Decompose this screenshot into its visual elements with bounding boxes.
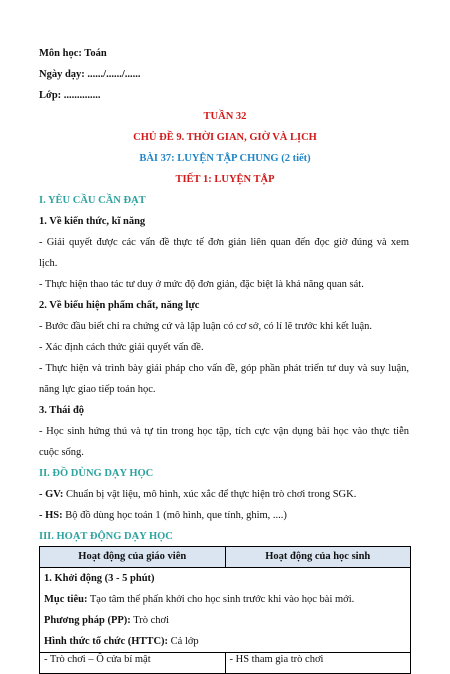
subject-line: Môn học: Toán — [39, 48, 107, 59]
method-label: Phương pháp (PP): — [44, 615, 131, 626]
competency-item-3: - Thực hiện và trình bày giải pháp cho vấn đề, góp phần phát triển tư duy và suy luận, — [39, 363, 409, 374]
attitude-item: - Học sinh hứng thú và tự tin trong học tập, tích cực vận dụng bài học vào thực tiễn — [39, 426, 409, 437]
method-text: Trò chơi — [130, 615, 170, 626]
period-title: TIẾT 1: LUYỆN TẬP — [175, 174, 275, 185]
section1-heading: I. YÊU CẦU CẦN ĐẠT — [39, 195, 146, 206]
teacher-materials — [39, 488, 356, 502]
form-line — [44, 631, 406, 652]
warmup-cell — [40, 568, 411, 653]
goal-line — [44, 589, 406, 610]
goal-label: Mục tiêu: — [44, 594, 88, 605]
student-materials — [39, 509, 287, 523]
student-materials-text: Bộ đồ dùng học toán 1 (mô hình, que tính, ghim, ....) — [62, 510, 287, 521]
competency-subheading: 2. Về biểu hiện phẩm chất, năng lực — [39, 300, 200, 311]
section2-heading: II. ĐỒ DÙNG DẠY HỌC — [39, 468, 154, 479]
competency-item-2: - Xác định cách thức giải quyết vấn đề. — [39, 342, 204, 353]
week-title: TUẦN 32 — [203, 111, 247, 122]
teacher-activity: - Trò chơi – Ô cửa bí mật — [40, 653, 226, 674]
student-label: - HS: — [39, 510, 63, 521]
section3-heading: III. HOẠT ĐỘNG DẠY HỌC — [39, 531, 173, 542]
topic-title: CHỦ ĐỀ 9. THỜI GIAN, GIỜ VÀ LỊCH — [133, 132, 317, 143]
competency-item-1: - Bước đầu biết chỉ ra chứng cứ và lập luận có cơ sở, có lí lẽ trước khi kết luận. — [39, 321, 373, 332]
teacher-label: - GV: — [39, 489, 64, 500]
teacher-column-header: Hoạt động của giáo viên — [40, 547, 226, 568]
knowledge-item-1: - Giải quyết được các vấn đề thực tế đơn giản liên quan đến đọc giờ đúng và xem — [39, 237, 409, 248]
competency-item-3-cont: năng lực giao tiếp toán học. — [39, 384, 156, 395]
student-column-header: Hoạt động của học sinh — [225, 547, 411, 568]
warmup-title: 1. Khởi động (3 - 5 phút) — [44, 573, 155, 584]
attitude-item-cont: cuộc sống. — [39, 447, 84, 458]
method-line — [44, 610, 406, 631]
grade-line: Lớp: .............. — [39, 90, 101, 101]
teacher-materials-text: Chuẩn bị vật liệu, mô hình, xúc xắc để thực hiện trò chơi trong SGK. — [63, 489, 357, 500]
date-line: Ngày dạy: ....../....../...... — [39, 69, 141, 80]
goal-text: Tạo tâm thế phấn khởi cho học sinh trước khi vào học bài mới. — [87, 594, 355, 605]
lesson-title: BÀI 37: LUYỆN TẬP CHUNG (2 tiết) — [139, 153, 311, 164]
activity-table — [39, 546, 411, 674]
knowledge-item-1-cont: lịch. — [39, 258, 58, 269]
knowledge-item-2: - Thực hiện thao tác tư duy ở mức độ đơn giản, đặc biệt là khả năng quan sát. — [39, 279, 364, 290]
knowledge-subheading: 1. Về kiến thức, kĩ năng — [39, 216, 146, 227]
form-text: Cả lớp — [168, 636, 199, 647]
form-label: Hình thức tổ chức (HTTC): — [44, 636, 169, 647]
attitude-subheading: 3. Thái độ — [39, 405, 85, 416]
student-activity: - HS tham gia trò chơi — [225, 653, 411, 674]
